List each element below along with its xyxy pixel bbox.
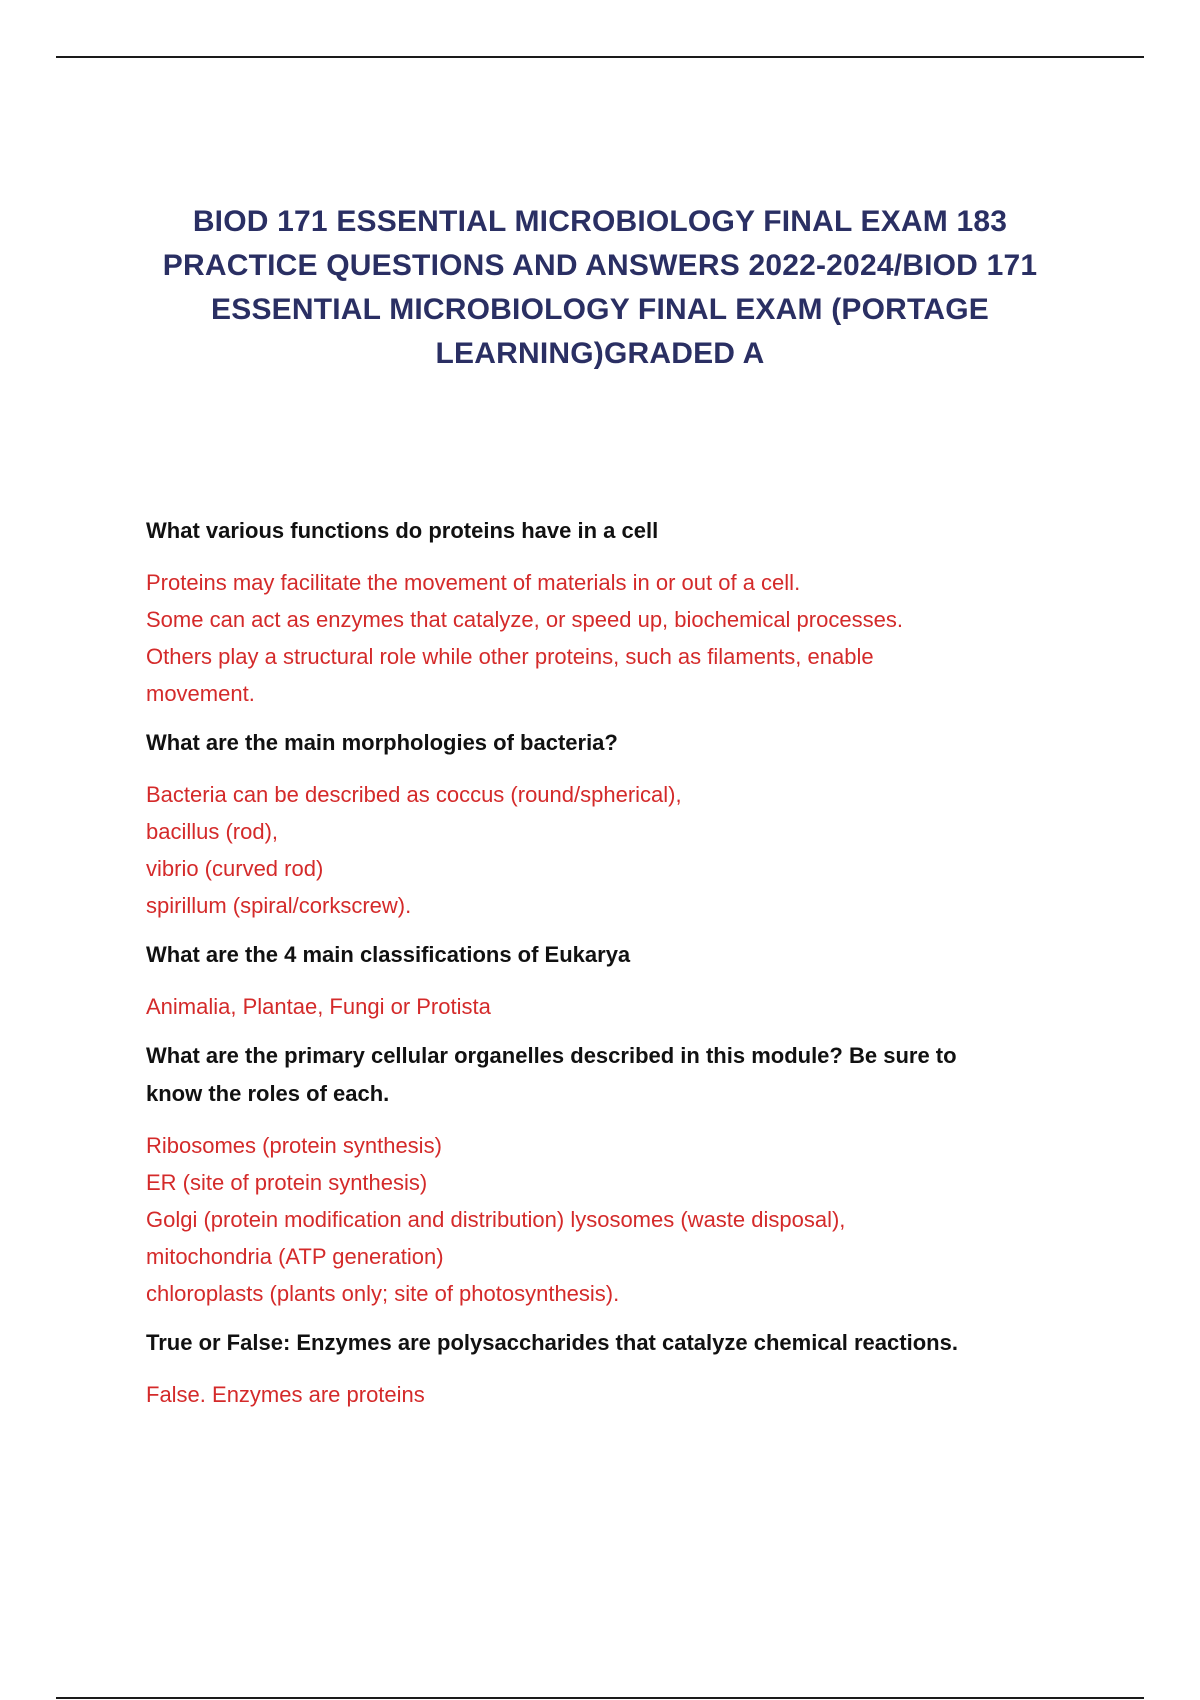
top-rule <box>56 56 1144 58</box>
qa-item-4 <box>146 1037 1066 1312</box>
answer-line: Bacteria can be described as coccus (round/spherical), <box>146 782 682 807</box>
answer-line: ER (site of protein synthesis) <box>146 1170 428 1195</box>
answer-line: Ribosomes (protein synthesis) <box>146 1133 442 1158</box>
answer-line: Some can act as enzymes that catalyze, or speed up, biochemical processes. <box>146 607 903 632</box>
answer <box>146 564 1066 712</box>
title-line: PRACTICE QUESTIONS AND ANSWERS 2022-2024/BIOD 171 <box>162 249 1038 282</box>
question: True or False: Enzymes are polysaccharides that catalyze chemical reactions. <box>146 1330 958 1355</box>
question-line: What are the primary cellular organelles described in this module? Be sure to <box>146 1043 957 1068</box>
title-line: BIOD 171 ESSENTIAL MICROBIOLOGY FINAL EXAM 183 <box>192 205 1008 238</box>
answer-line: Animalia, Plantae, Fungi or Protista <box>146 994 491 1019</box>
question: What are the main morphologies of bacteria? <box>146 730 618 755</box>
answer-line: vibrio (curved rod) <box>146 856 324 881</box>
answer <box>146 776 1066 924</box>
answer-line: Proteins may facilitate the movement of materials in or out of a cell. <box>146 570 801 595</box>
question <box>146 1037 1066 1113</box>
qa-item-5 <box>146 1324 1066 1413</box>
qa-item-1 <box>146 512 1066 712</box>
answer-line: spirillum (spiral/corkscrew). <box>146 893 412 918</box>
title-line: LEARNING)GRADED A <box>435 337 765 370</box>
document-title <box>120 200 1080 376</box>
question: What are the 4 main classifications of Eukarya <box>146 942 631 967</box>
qa-item-3 <box>146 936 1066 1025</box>
answer-line: Golgi (protein modification and distribution) lysosomes (waste disposal), <box>146 1207 846 1232</box>
question: What various functions do proteins have in a cell <box>146 518 659 543</box>
answer-line: chloroplasts (plants only; site of photosynthesis). <box>146 1281 620 1306</box>
answer <box>146 1127 1066 1312</box>
answer-line: Others play a structural role while other proteins, such as filaments, enable <box>146 644 874 669</box>
question-line: know the roles of each. <box>146 1081 390 1106</box>
answer <box>146 1376 1066 1413</box>
answer-line: bacillus (rod), <box>146 819 279 844</box>
answer <box>146 988 1066 1025</box>
qa-list <box>146 512 1066 1425</box>
qa-item-2 <box>146 724 1066 924</box>
title-line: ESSENTIAL MICROBIOLOGY FINAL EXAM (PORTAGE <box>211 293 989 326</box>
answer-line: mitochondria (ATP generation) <box>146 1244 444 1269</box>
bottom-rule <box>56 1697 1144 1699</box>
answer-line: movement. <box>146 681 255 706</box>
answer-line: False. Enzymes are proteins <box>146 1382 425 1407</box>
